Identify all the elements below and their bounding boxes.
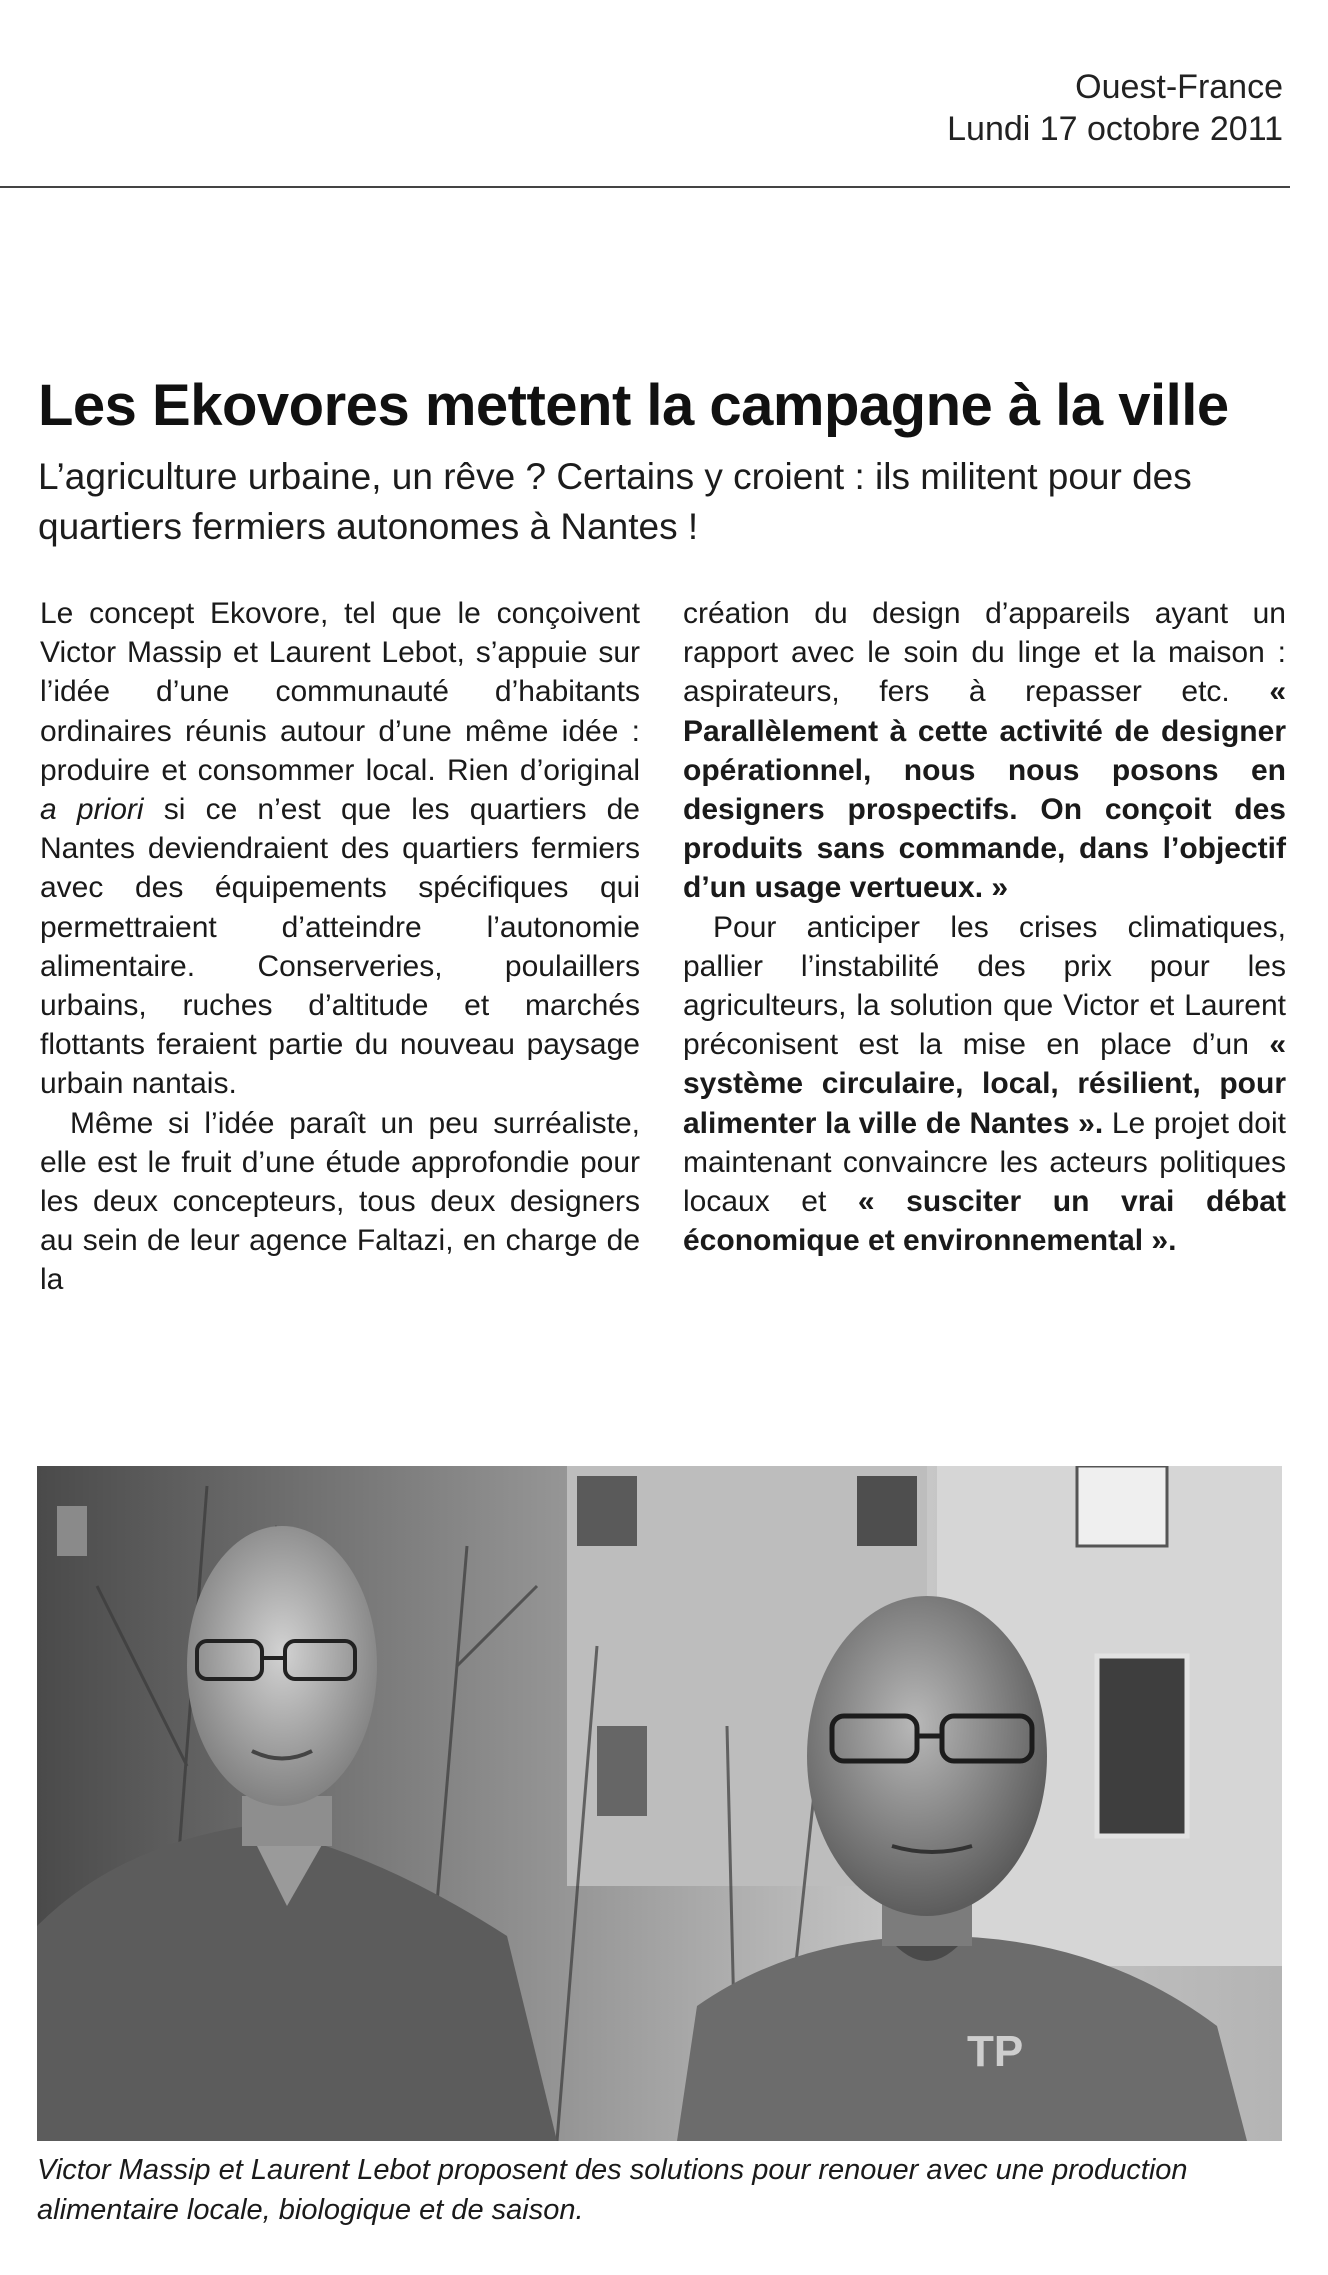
paragraph [683, 594, 1286, 908]
article-column-left [40, 594, 640, 1300]
quote-run: « Parallèlement à cette activité de designer opérationnel, nous nous posons en designers prospectifs. On conçoit des produits sans commande, dans l’objectif d’un usage vertueux. » [683, 675, 1286, 905]
paragraph [683, 908, 1286, 1261]
photo-illustration [37, 1466, 1282, 2141]
text-run: Le concept Ekovore, tel que le conçoivent Victor Massip et Laurent Lebot, s’appuie sur l’idée d’une communauté d’habitants ordinaires réunis autour d’une même idée : produire et consommer local. Rien d’original [40, 597, 640, 787]
text-run: Le projet doit maintenant convaincre les acteurs politiques locaux et [683, 1106, 1286, 1219]
text-run: création du design d’appareils ayant un rapport avec le soin du linge et la maison : aspirateurs, fers à repasser etc. [683, 597, 1286, 709]
article-standfirst: L’agriculture urbaine, un rêve ? Certains y croient : ils militent pour des quartiers fermiers autonomes à Nantes ! [38, 456, 1192, 547]
italic-run: a priori [40, 793, 144, 827]
tshirt-print: TP [967, 2027, 1024, 2076]
publication-name: Ouest-France [1075, 68, 1283, 106]
paragraph [40, 1104, 640, 1300]
text-run: Même si l’idée paraît un peu surréaliste, elle est le fruit d’une étude approfondie pour les deux concepteurs, tous deux designers au sein de leur agence Faltazi, en charge de la [40, 1106, 640, 1297]
article-headline: Les Ekovores mettent la campagne à la ville [38, 373, 1229, 438]
article-photo [37, 1466, 1282, 2141]
text-run: Pour anticiper les crises climatiques, pallier l’instabilité des prix pour les agriculteurs, la solution que Victor et Laurent préconisent est la mise en place d’un [683, 910, 1286, 1062]
photo-caption: Victor Massip et Laurent Lebot proposent des solutions pour renouer avec une production alimentaire locale, biologique et de saison. [37, 2154, 1188, 2226]
header-rule [0, 186, 1290, 188]
masthead [947, 66, 1283, 150]
article-column-right [683, 594, 1286, 1260]
paragraph [40, 594, 640, 1104]
quote-run: « système circulaire, local, résilient, pour alimenter la ville de Nantes ». [683, 1028, 1286, 1140]
text-run: si ce n’est que les quartiers de Nantes deviendraient des quartiers fermiers avec des équipements spécifiques qui permettraient d’atteindre l’autonomie alimentaire. Conserveries, poulaillers urbains, ruches d’altitude et marchés flottants feraient partie du nouveau paysage urbain nantais. [40, 793, 640, 1101]
quote-run: « susciter un vrai débat économique et environnemental ». [683, 1185, 1286, 1258]
publication-date: Lundi 17 octobre 2011 [947, 110, 1283, 148]
